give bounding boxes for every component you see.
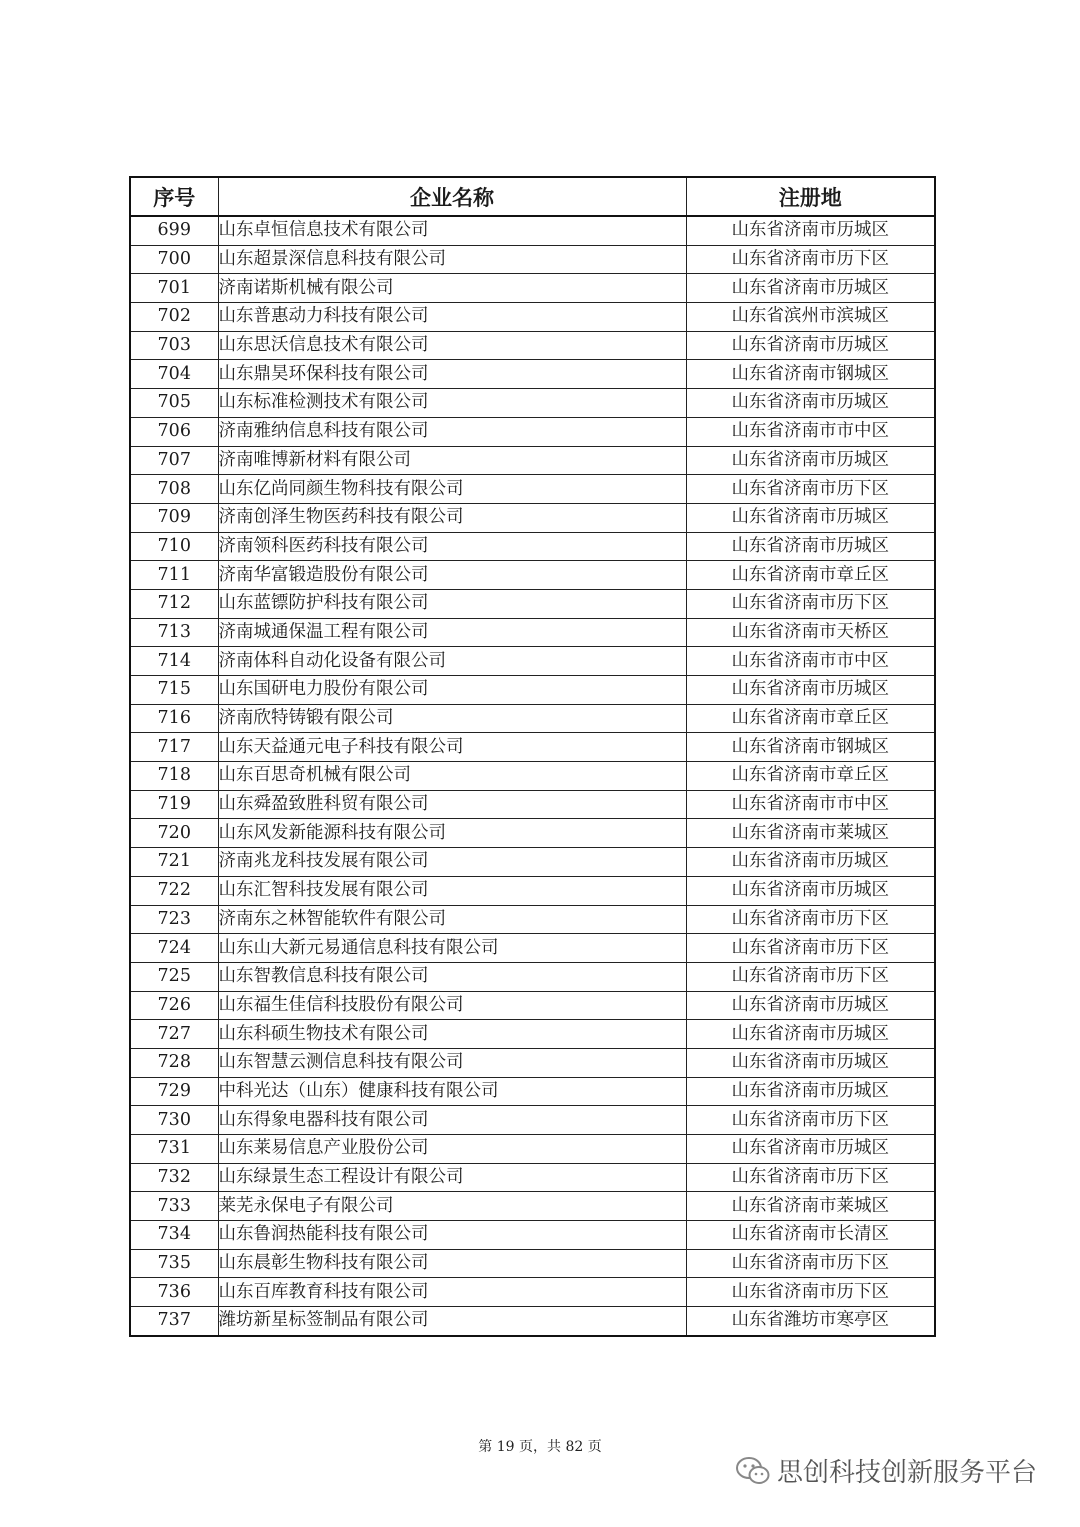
enterprise-table: [129, 176, 936, 1337]
registered-location-cell: 山东省济南市历城区: [686, 1020, 935, 1049]
registered-location-cell: 山东省济南市历下区: [686, 589, 935, 618]
registered-location-cell: 山东省济南市长清区: [686, 1221, 935, 1250]
serial-number-cell: 713: [130, 618, 218, 647]
registered-location-cell: 山东省济南市市中区: [686, 790, 935, 819]
company-name-cell: 山东卓恒信息技术有限公司: [218, 216, 686, 245]
registered-location-cell: 山东省济南市历城区: [686, 216, 935, 245]
company-name-cell: 济南城通保温工程有限公司: [218, 618, 686, 647]
company-name-cell: 山东绿景生态工程设计有限公司: [218, 1163, 686, 1192]
company-name-cell: 山东福生佳信科技股份有限公司: [218, 991, 686, 1020]
table-row: [130, 561, 935, 590]
registered-location-cell: 山东省济南市历城区: [686, 1135, 935, 1164]
table-row: [130, 762, 935, 791]
company-name-cell: 济南兆龙科技发展有限公司: [218, 848, 686, 877]
company-name-cell: 山东天益通元电子科技有限公司: [218, 733, 686, 762]
serial-number-cell: 709: [130, 503, 218, 532]
registered-location-cell: 山东省济南市天桥区: [686, 618, 935, 647]
registered-location-cell: 山东省济南市历城区: [686, 446, 935, 475]
registered-location-cell: 山东省济南市历下区: [686, 475, 935, 504]
serial-number-cell: 707: [130, 446, 218, 475]
serial-number-cell: 718: [130, 762, 218, 791]
registered-location-cell: 山东省济南市历下区: [686, 245, 935, 274]
company-name-cell: 山东鼎昊环保科技有限公司: [218, 360, 686, 389]
registered-location-cell: 山东省济南市历城区: [686, 876, 935, 905]
registered-location-cell: 山东省济南市历城区: [686, 676, 935, 705]
company-name-cell: 山东标准检测技术有限公司: [218, 389, 686, 418]
serial-number-cell: 719: [130, 790, 218, 819]
table-row: [130, 446, 935, 475]
registered-location-cell: 山东省济南市章丘区: [686, 762, 935, 791]
serial-number-cell: 728: [130, 1048, 218, 1077]
table-row: [130, 934, 935, 963]
company-name-cell: 山东蓝镖防护科技有限公司: [218, 589, 686, 618]
serial-number-cell: 737: [130, 1307, 218, 1336]
registered-location-cell: 山东省济南市历城区: [686, 848, 935, 877]
company-name-cell: 山东智教信息科技有限公司: [218, 962, 686, 991]
registered-location-cell: 山东省济南市历下区: [686, 962, 935, 991]
serial-number-cell: 706: [130, 417, 218, 446]
serial-number-cell: 727: [130, 1020, 218, 1049]
wechat-icon: [735, 1455, 771, 1487]
table-row: [130, 647, 935, 676]
table-row: [130, 1221, 935, 1250]
company-name-cell: 山东科硕生物技术有限公司: [218, 1020, 686, 1049]
registered-location-cell: 山东省济南市市中区: [686, 647, 935, 676]
registered-location-cell: 山东省滨州市滨城区: [686, 303, 935, 332]
table-row: [130, 1048, 935, 1077]
registered-location-cell: 山东省济南市莱城区: [686, 819, 935, 848]
company-name-cell: 山东汇智科技发展有限公司: [218, 876, 686, 905]
table-row: [130, 1020, 935, 1049]
serial-number-cell: 722: [130, 876, 218, 905]
serial-number-cell: 705: [130, 389, 218, 418]
serial-number-cell: 732: [130, 1163, 218, 1192]
company-name-cell: 山东国研电力股份有限公司: [218, 676, 686, 705]
company-name-cell: 山东百库教育科技有限公司: [218, 1278, 686, 1307]
table-row: [130, 389, 935, 418]
table-header: [130, 177, 935, 216]
header-company-name: 企业名称: [218, 177, 686, 216]
table-row: [130, 848, 935, 877]
company-name-cell: 济南领科医药科技有限公司: [218, 532, 686, 561]
serial-number-cell: 721: [130, 848, 218, 877]
serial-number-cell: 715: [130, 676, 218, 705]
serial-number-cell: 731: [130, 1135, 218, 1164]
company-name-cell: 济南唯博新材料有限公司: [218, 446, 686, 475]
registered-location-cell: 山东省济南市历下区: [686, 934, 935, 963]
table-row: [130, 1106, 935, 1135]
registered-location-cell: 山东省济南市历下区: [686, 1249, 935, 1278]
company-name-cell: 山东鲁润热能科技有限公司: [218, 1221, 686, 1250]
company-name-cell: 山东百思奇机械有限公司: [218, 762, 686, 791]
serial-number-cell: 701: [130, 274, 218, 303]
serial-number-cell: 708: [130, 475, 218, 504]
company-name-cell: 济南雅纳信息科技有限公司: [218, 417, 686, 446]
company-name-cell: 山东超景深信息科技有限公司: [218, 245, 686, 274]
table-row: [130, 790, 935, 819]
serial-number-cell: 729: [130, 1077, 218, 1106]
serial-number-cell: 730: [130, 1106, 218, 1135]
page-number: 第 19 页，共 82 页: [478, 1439, 602, 1455]
table-row: [130, 1077, 935, 1106]
serial-number-cell: 702: [130, 303, 218, 332]
registered-location-cell: 山东省济南市历城区: [686, 1077, 935, 1106]
registered-location-cell: 山东省济南市钢城区: [686, 360, 935, 389]
table-row: [130, 245, 935, 274]
table-body: [130, 216, 935, 1336]
company-name-cell: 山东莱易信息产业股份公司: [218, 1135, 686, 1164]
serial-number-cell: 714: [130, 647, 218, 676]
watermark-text: 思创科技创新服务平台: [777, 1458, 1038, 1488]
company-name-cell: 山东得象电器科技有限公司: [218, 1106, 686, 1135]
registered-location-cell: 山东省济南市历城区: [686, 1048, 935, 1077]
serial-number-cell: 717: [130, 733, 218, 762]
registered-location-cell: 山东省济南市历城区: [686, 532, 935, 561]
table-row: [130, 274, 935, 303]
registered-location-cell: 山东省济南市历下区: [686, 1163, 935, 1192]
serial-number-cell: 700: [130, 245, 218, 274]
company-name-cell: 济南东之林智能软件有限公司: [218, 905, 686, 934]
registered-location-cell: 山东省济南市历城区: [686, 503, 935, 532]
table-row: [130, 1307, 935, 1336]
serial-number-cell: 726: [130, 991, 218, 1020]
header-row: [130, 177, 935, 216]
company-name-cell: 济南华富锻造股份有限公司: [218, 561, 686, 590]
table-row: [130, 1163, 935, 1192]
serial-number-cell: 699: [130, 216, 218, 245]
table-row: [130, 475, 935, 504]
registered-location-cell: 山东省济南市市中区: [686, 417, 935, 446]
registered-location-cell: 山东省济南市莱城区: [686, 1192, 935, 1221]
table-row: [130, 331, 935, 360]
watermark: [735, 1452, 1037, 1489]
company-name-cell: 山东山大新元易通信息科技有限公司: [218, 934, 686, 963]
header-registered-location: 注册地: [686, 177, 935, 216]
table-row: [130, 589, 935, 618]
table-row: [130, 532, 935, 561]
serial-number-cell: 736: [130, 1278, 218, 1307]
company-name-cell: 山东思沃信息技术有限公司: [218, 331, 686, 360]
table-row: [130, 733, 935, 762]
serial-number-cell: 735: [130, 1249, 218, 1278]
company-name-cell: 山东普惠动力科技有限公司: [218, 303, 686, 332]
table-row: [130, 303, 935, 332]
serial-number-cell: 710: [130, 532, 218, 561]
registered-location-cell: 山东省济南市历下区: [686, 1106, 935, 1135]
company-name-cell: 莱芜永保电子有限公司: [218, 1192, 686, 1221]
table-row: [130, 905, 935, 934]
registered-location-cell: 山东省潍坊市寒亭区: [686, 1307, 935, 1336]
serial-number-cell: 733: [130, 1192, 218, 1221]
registered-location-cell: 山东省济南市章丘区: [686, 561, 935, 590]
serial-number-cell: 703: [130, 331, 218, 360]
company-name-cell: 山东晨彰生物科技有限公司: [218, 1249, 686, 1278]
company-name-cell: 济南创泽生物医药科技有限公司: [218, 503, 686, 532]
table-row: [130, 819, 935, 848]
table-row: [130, 503, 935, 532]
table-row: [130, 704, 935, 733]
serial-number-cell: 712: [130, 589, 218, 618]
serial-number-cell: 725: [130, 962, 218, 991]
serial-number-cell: 734: [130, 1221, 218, 1250]
table-row: [130, 962, 935, 991]
registered-location-cell: 山东省济南市历城区: [686, 991, 935, 1020]
table-row: [130, 417, 935, 446]
header-serial-number: 序号: [130, 177, 218, 216]
company-name-cell: 中科光达（山东）健康科技有限公司: [218, 1077, 686, 1106]
company-name-cell: 山东风发新能源科技有限公司: [218, 819, 686, 848]
company-name-cell: 济南欣特铸锻有限公司: [218, 704, 686, 733]
serial-number-cell: 711: [130, 561, 218, 590]
table-row: [130, 676, 935, 705]
table-row: [130, 991, 935, 1020]
serial-number-cell: 704: [130, 360, 218, 389]
registered-location-cell: 山东省济南市钢城区: [686, 733, 935, 762]
table-row: [130, 876, 935, 905]
company-name-cell: 潍坊新星标签制品有限公司: [218, 1307, 686, 1336]
table-row: [130, 1135, 935, 1164]
serial-number-cell: 723: [130, 905, 218, 934]
company-name-cell: 济南诺斯机械有限公司: [218, 274, 686, 303]
table-row: [130, 1249, 935, 1278]
table-row: [130, 216, 935, 245]
serial-number-cell: 716: [130, 704, 218, 733]
registered-location-cell: 山东省济南市历下区: [686, 905, 935, 934]
registered-location-cell: 山东省济南市章丘区: [686, 704, 935, 733]
registered-location-cell: 山东省济南市历城区: [686, 389, 935, 418]
table-row: [130, 618, 935, 647]
serial-number-cell: 720: [130, 819, 218, 848]
company-name-cell: 山东亿尚同颜生物科技有限公司: [218, 475, 686, 504]
registered-location-cell: 山东省济南市历城区: [686, 274, 935, 303]
table-row: [130, 1278, 935, 1307]
registered-location-cell: 山东省济南市历城区: [686, 331, 935, 360]
company-name-cell: 山东舜盈致胜科贸有限公司: [218, 790, 686, 819]
serial-number-cell: 724: [130, 934, 218, 963]
table-row: [130, 360, 935, 389]
company-name-cell: 济南体科自动化设备有限公司: [218, 647, 686, 676]
registered-location-cell: 山东省济南市历下区: [686, 1278, 935, 1307]
table-row: [130, 1192, 935, 1221]
company-name-cell: 山东智慧云测信息科技有限公司: [218, 1048, 686, 1077]
